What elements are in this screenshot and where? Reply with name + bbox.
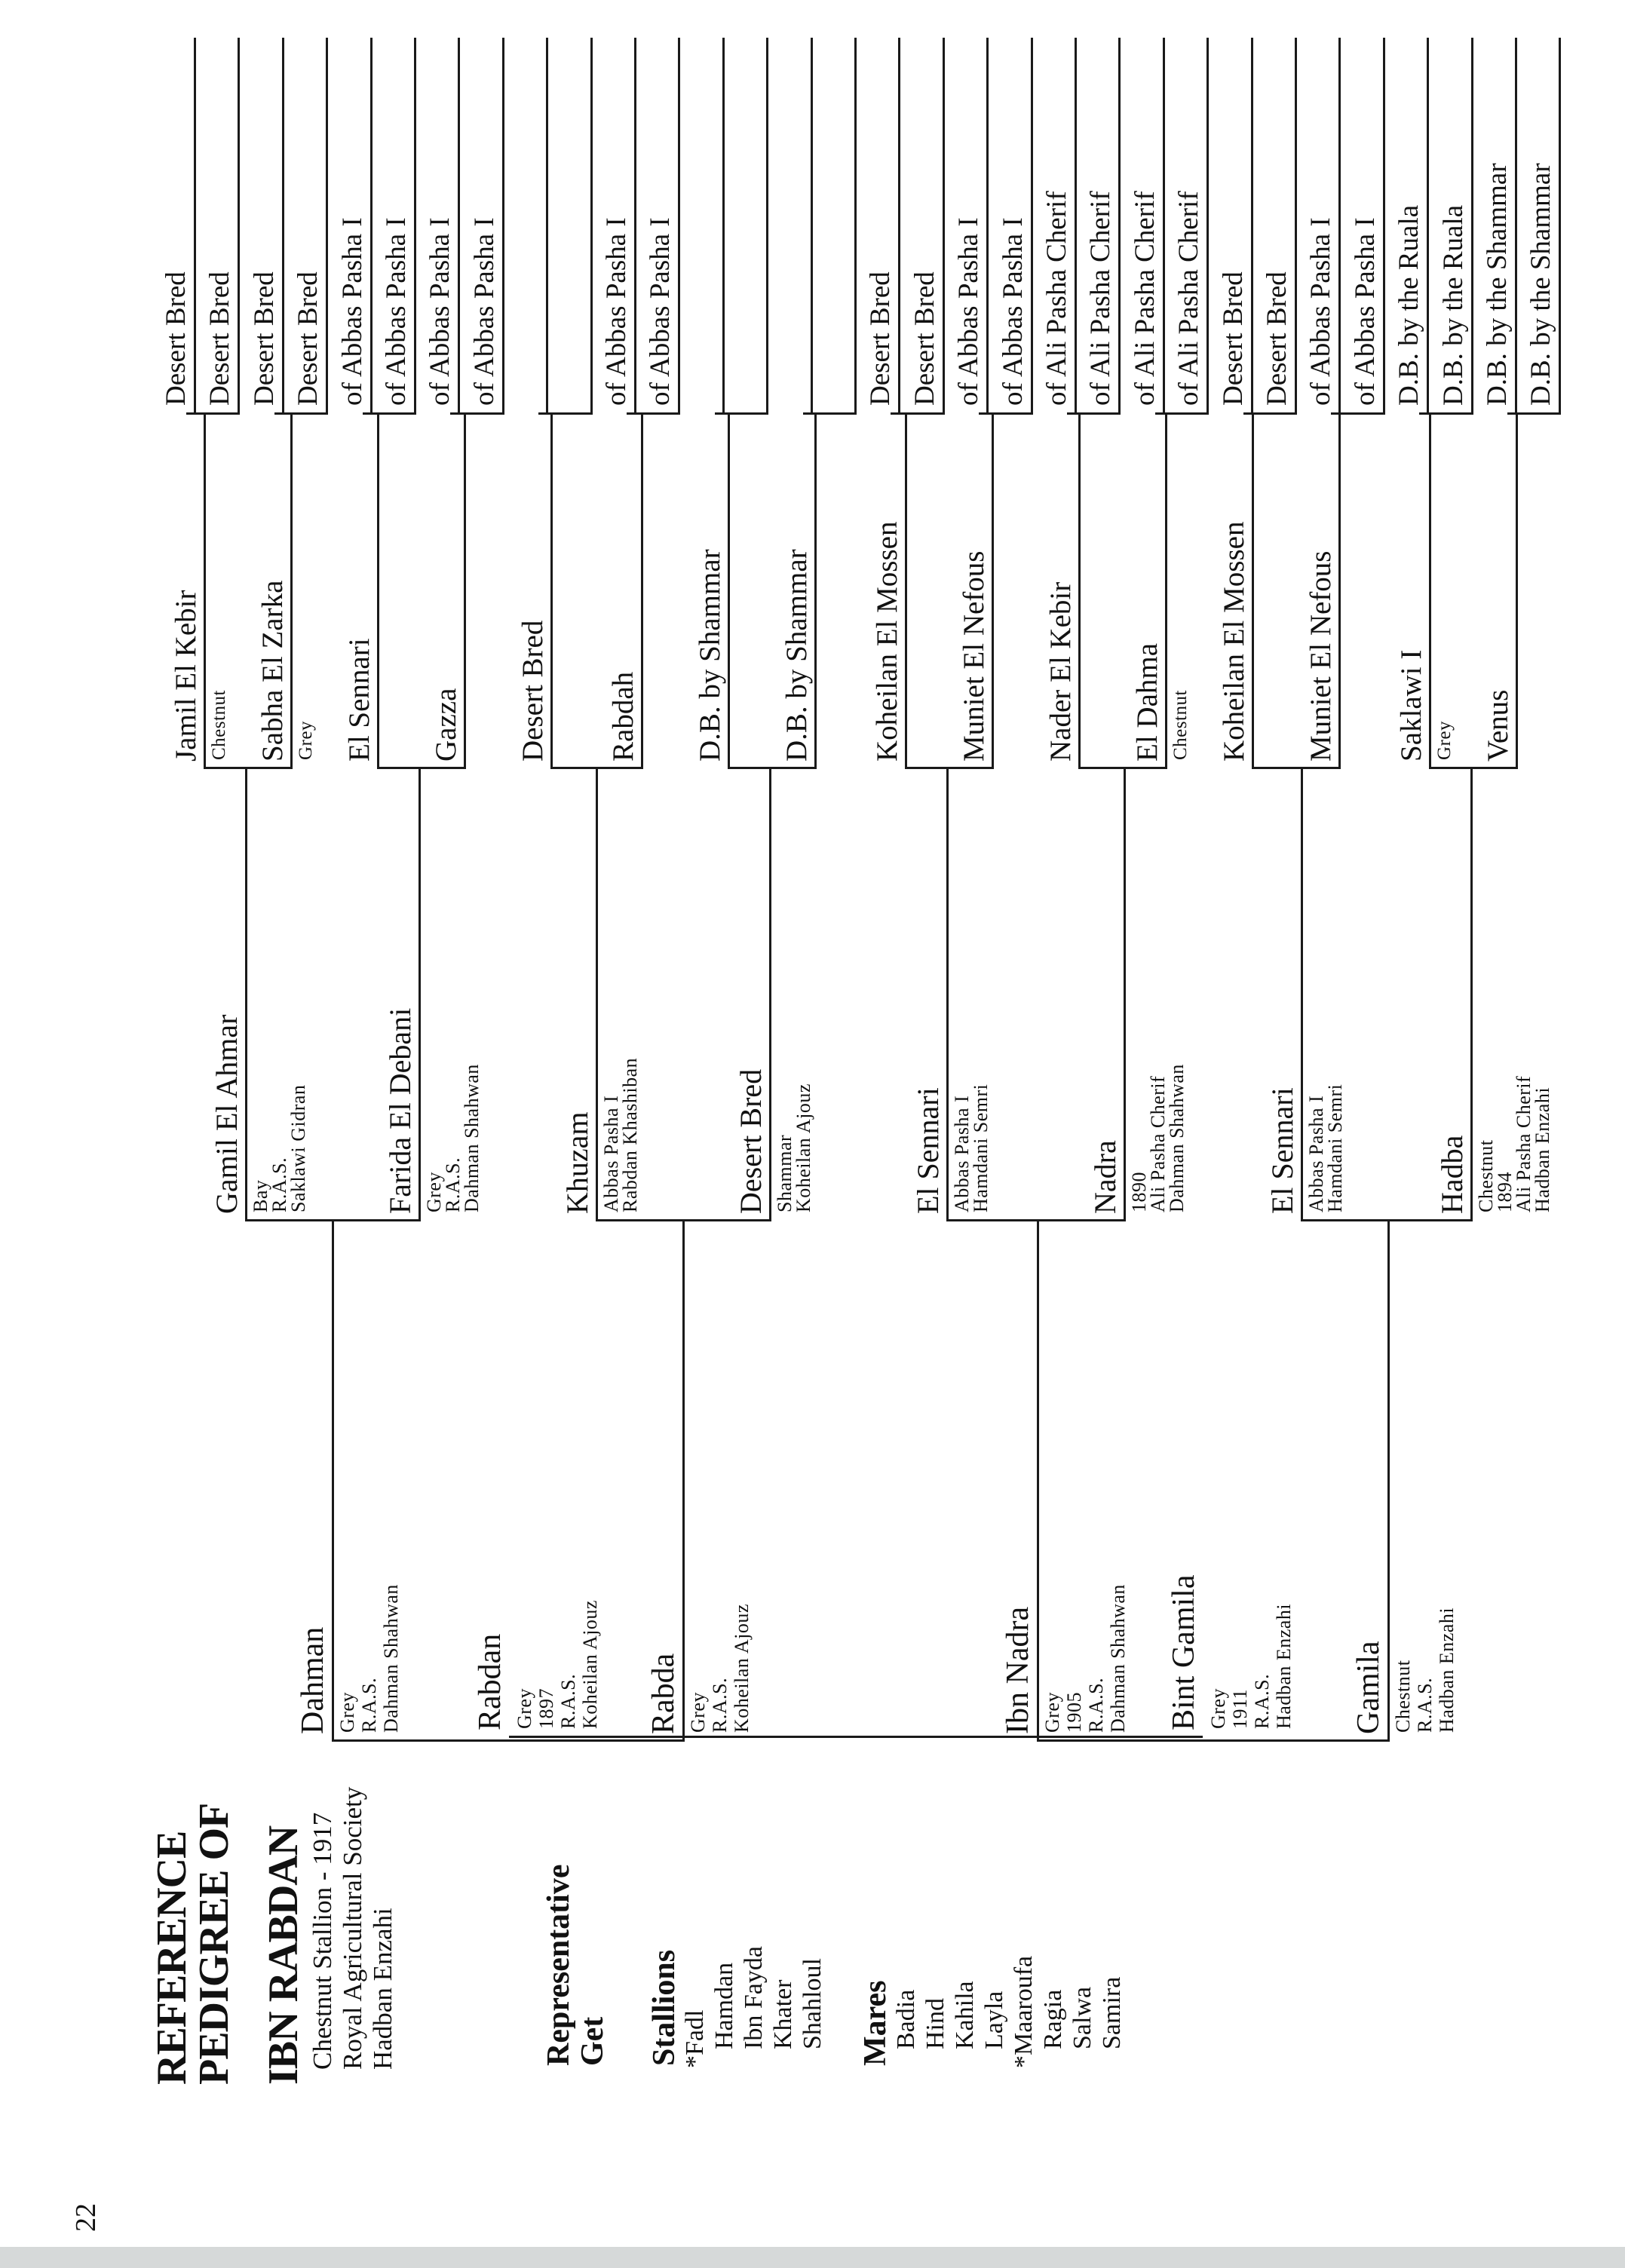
g4-node-name: Koheilan El Mossen	[871, 521, 903, 762]
g4-node-line	[1252, 415, 1254, 769]
bracket-g2	[1301, 1220, 1470, 1222]
g5-name: D.B. by the Ruala	[1394, 204, 1424, 406]
g3-node-detail: Saklawi Gidran	[287, 1084, 309, 1212]
g4-node-detail: Grey	[1434, 721, 1455, 760]
g4-node-line	[290, 415, 293, 769]
stallion-name: *Fadl	[681, 2009, 709, 2068]
stallion-name: Shahloul	[799, 1958, 826, 2049]
g4-node-line	[377, 415, 379, 769]
g2-node-detail: Grey	[336, 1692, 358, 1733]
bracket-dam	[1037, 1740, 1387, 1742]
g5-line	[1559, 38, 1561, 415]
g3-node-detail: Dahman Shahwan	[461, 1064, 483, 1212]
g4-node-line	[728, 415, 730, 769]
g3-node-detail: 1894	[1494, 1172, 1516, 1212]
g5-line	[1295, 38, 1297, 415]
g5-line	[1251, 38, 1253, 415]
g4-node-name: Gazza	[430, 688, 462, 762]
g4-node-line	[641, 415, 643, 769]
g5-name: D.B. by the Shammar	[1482, 163, 1513, 406]
g3-node-name: Khuzam	[560, 1111, 594, 1214]
g3-node-detail: Abbas Pasha I	[1305, 1095, 1327, 1212]
g4-node-line	[1078, 415, 1081, 769]
title-line-3: IBN RABDAN	[260, 1825, 307, 2085]
g5-name: Desert Bred	[293, 271, 323, 406]
g3-node-detail: Hadban Enzahi	[1531, 1086, 1553, 1212]
g4-node-line	[1338, 415, 1341, 769]
g2-node-detail: R.A.S.	[358, 1677, 380, 1733]
g2-node-line	[682, 1221, 685, 1742]
mare-name: *Maaroufa	[1010, 1955, 1038, 2068]
g5-name: of Abbas Pasha I	[337, 217, 368, 406]
dam-detail: Grey	[1207, 1688, 1229, 1729]
mare-name: Badia	[892, 1989, 920, 2049]
sire-detail: Koheilan Ajouz	[579, 1600, 601, 1729]
g3-node-line	[1301, 769, 1303, 1221]
dam-detail: R.A.S.	[1251, 1673, 1273, 1729]
bracket-g3	[550, 768, 641, 770]
g2-node-detail: R.A.S.	[1085, 1677, 1107, 1733]
g5-name: of Ali Pasha Cherif	[1041, 191, 1072, 406]
g3-node-detail: Hamdani Semri	[1324, 1083, 1346, 1212]
bracket-g3	[377, 768, 464, 770]
g5-line	[678, 38, 680, 415]
g3-node-name: Hadba	[1435, 1135, 1469, 1214]
g3-node-name: Desert Bred	[734, 1068, 768, 1214]
g5-name: Desert Bred	[865, 271, 896, 406]
bracket-g3	[1429, 768, 1516, 770]
g2-node-line	[1387, 1221, 1390, 1742]
mare-name: Ragia	[1039, 1989, 1067, 2049]
g4-node-name: Venus	[1482, 689, 1514, 762]
g5-name: of Abbas Pasha I	[1305, 217, 1336, 406]
g2-node-detail: Hadban Enzahi	[1436, 1607, 1458, 1733]
bracket-g3	[728, 768, 814, 770]
g5-name: Desert Bred	[909, 271, 940, 406]
g5-name: of Abbas Pasha I	[998, 217, 1029, 406]
subject-line-1: Chestnut Stallion - 1917	[308, 1812, 337, 2070]
g5-name: Desert Bred	[249, 271, 280, 406]
bracket-g3	[204, 768, 290, 770]
g5-line	[502, 38, 504, 415]
g5-name: of Abbas Pasha I	[469, 217, 500, 406]
g5-line	[194, 38, 196, 415]
g2-node-name: Gamila	[1351, 1641, 1386, 1734]
g4-node-detail: Grey	[296, 721, 316, 760]
g5-name: of Ali Pasha Cherif	[1173, 191, 1204, 406]
g3-node-name: El Sennari	[1265, 1087, 1299, 1214]
g5-line	[854, 38, 857, 415]
g5-line	[1031, 38, 1033, 415]
g3-node-detail: Koheilan Ajouz	[793, 1083, 814, 1212]
g4-node-name: D.B. by Shammar	[780, 549, 813, 762]
g5-name: of Abbas Pasha I	[601, 217, 632, 406]
mare-name: Hind	[921, 1998, 949, 2049]
g5-line	[370, 38, 373, 415]
bracket-sire	[332, 1740, 682, 1742]
g3-node-detail: Dahman Shahwan	[1166, 1064, 1188, 1212]
g4-node-detail: Chestnut	[1170, 690, 1191, 760]
g3-node-detail: Grey	[423, 1172, 445, 1212]
g5-line	[546, 38, 548, 415]
g3-node-detail: Chestnut	[1475, 1139, 1497, 1212]
mare-name: Salwa	[1069, 1986, 1096, 2049]
g5-line	[1338, 38, 1341, 415]
mare-name: Kahila	[951, 1981, 979, 2049]
g5-line	[238, 38, 240, 415]
title-line-1: REFERENCE	[149, 1831, 195, 2085]
bracket-g2	[946, 1220, 1124, 1222]
g5-name: Desert Bred	[161, 271, 192, 406]
g4-node-line	[1429, 415, 1431, 769]
g2-node-name: Ibn Nadra	[1001, 1606, 1035, 1734]
g2-node-detail: R.A.S.	[1414, 1677, 1436, 1733]
g4-node-name: Jamil El Kebir	[170, 590, 202, 762]
g4-node-name: Sabha El Zarka	[256, 580, 289, 762]
g3-node-name: Farida El Debani	[383, 1007, 417, 1214]
g5-name: Desert Bred	[1262, 271, 1292, 406]
g3-node-detail: Bay	[250, 1179, 271, 1212]
g5-line	[634, 38, 636, 415]
g5-line	[1075, 38, 1077, 415]
sire-detail: 1897	[535, 1688, 557, 1729]
g3-node-detail: 1890	[1128, 1172, 1150, 1212]
g3-node-name: Gamil El Ahmar	[210, 1014, 244, 1214]
g5-name: Desert Bred	[204, 271, 235, 406]
g3-node-detail: Ali Pasha Cherif	[1147, 1075, 1169, 1212]
g3-node-line	[419, 769, 421, 1221]
mare-name: Layla	[980, 1991, 1008, 2049]
bracket-g3	[1252, 768, 1338, 770]
g3-node-detail: Abbas Pasha I	[951, 1095, 973, 1212]
g5-line	[1163, 38, 1165, 415]
g5-line	[1383, 38, 1385, 415]
bracket-g3	[905, 768, 992, 770]
mare-name: Samira	[1098, 1976, 1126, 2049]
g3-node-detail: R.A.S.	[268, 1157, 290, 1212]
g3-node-line	[1470, 769, 1473, 1221]
subject-line-2: Royal Agricultural Society	[338, 1786, 367, 2070]
stallion-name: Hamdan	[710, 1962, 738, 2049]
g4-node-name: Muniet El Nefous	[958, 550, 990, 762]
g2-node-name: Dahman	[296, 1626, 330, 1734]
g4-node-line	[1516, 415, 1518, 769]
g5-line	[766, 38, 768, 415]
sire-detail: Grey	[514, 1688, 535, 1729]
g4-node-line	[550, 415, 553, 769]
g5-name: of Abbas Pasha I	[1350, 217, 1381, 406]
g4-node-name: El Dahma	[1131, 642, 1164, 762]
g5-line	[811, 38, 813, 415]
g4-node-line	[464, 415, 466, 769]
root-bracket	[509, 1736, 1203, 1739]
g5-name: D.B. by the Shammar	[1525, 163, 1556, 406]
sire-name: Rabdan	[473, 1633, 507, 1730]
g3-node-detail: Hamdani Semri	[970, 1083, 992, 1212]
g2-node-detail: Grey	[1041, 1692, 1063, 1733]
g5-name: of Abbas Pasha I	[425, 217, 455, 406]
g2-node-detail: Chestnut	[1392, 1660, 1414, 1733]
page-number: 22	[70, 2203, 102, 2232]
bracket-g3	[1078, 768, 1165, 770]
g3-node-line	[245, 769, 247, 1221]
subject-line-3: Hadban Enzahi	[368, 1908, 397, 2070]
sire-detail: R.A.S.	[557, 1673, 579, 1729]
g5-line	[590, 38, 593, 415]
bracket-g2	[245, 1220, 419, 1222]
g3-node-line	[596, 769, 598, 1221]
dam-detail: Hadban Enzahi	[1273, 1603, 1295, 1729]
g5-line	[1471, 38, 1473, 415]
stallions-heading: Stallions	[647, 1949, 682, 2066]
g4-node-line	[1165, 415, 1167, 769]
g4-node-name: Rabdah	[607, 671, 639, 762]
g2-node-line	[332, 1221, 334, 1742]
mares-heading: Mares	[858, 1980, 893, 2066]
g5-line	[414, 38, 416, 415]
g5-line	[458, 38, 460, 415]
g3-node-name: El Sennari	[911, 1087, 945, 1214]
g3-node-detail: Ali Pasha Cherif	[1513, 1075, 1535, 1212]
g4-node-name: Muniet El Nefous	[1305, 550, 1337, 762]
title-line-2: PEDIGREE OF	[191, 1803, 238, 2085]
g5-name: of Abbas Pasha I	[645, 217, 676, 406]
g5-name: of Abbas Pasha I	[381, 217, 412, 406]
g4-node-line	[204, 415, 206, 769]
g5-name: of Ali Pasha Cherif	[1085, 191, 1116, 406]
g5-line	[898, 38, 900, 415]
g5-name: Desert Bred	[1218, 271, 1249, 406]
g2-node-line	[1037, 1221, 1039, 1742]
g5-line	[1206, 38, 1209, 415]
scan-bottom-band	[0, 2247, 1625, 2268]
dam-detail: 1911	[1229, 1688, 1251, 1729]
g2-node-detail: R.A.S.	[709, 1677, 731, 1733]
g4-node-line	[992, 415, 994, 769]
g5-name: of Abbas Pasha I	[953, 217, 984, 406]
g5-line	[282, 38, 284, 415]
g5-line	[943, 38, 945, 415]
g5-line	[326, 38, 328, 415]
g2-node-detail: Koheilan Ajouz	[731, 1604, 753, 1733]
g4-node-name: D.B. by Shammar	[694, 549, 726, 762]
g3-node-line	[1124, 769, 1126, 1221]
g2-node-name: Rabda	[646, 1653, 681, 1734]
g3-node-detail: Shammar	[774, 1134, 796, 1212]
g2-node-detail: Dahman Shahwan	[1107, 1584, 1129, 1733]
g3-node-line	[769, 769, 771, 1221]
g2-node-detail: 1905	[1063, 1692, 1085, 1733]
dam-name: Bint Gamila	[1167, 1574, 1201, 1730]
g4-node-name: El Sennari	[343, 638, 376, 762]
g5-line	[1118, 38, 1121, 415]
stallion-name: Khater	[769, 1979, 797, 2049]
get-heading-line-2: Get	[575, 2016, 610, 2066]
g3-node-detail: Rabdan Khashiban	[619, 1057, 641, 1212]
g2-node-detail: Dahman Shahwan	[380, 1584, 402, 1733]
bracket-g2	[596, 1220, 769, 1222]
g5-name: D.B. by the Ruala	[1438, 204, 1469, 406]
g4-node-line	[905, 415, 907, 769]
g4-node-name: Saklawi I	[1395, 649, 1427, 762]
g3-node-name: Nadra	[1088, 1140, 1122, 1214]
g4-node-detail: Chestnut	[209, 690, 229, 760]
stallion-name: Ibn Fayda	[740, 1946, 768, 2049]
g5-line	[722, 38, 725, 415]
g4-node-name: Nader El Kebir	[1044, 581, 1077, 762]
g4-node-line	[814, 415, 817, 769]
g3-node-detail: R.A.S.	[442, 1157, 464, 1212]
g5-name: of Ali Pasha Cherif	[1130, 191, 1160, 406]
g4-node-name: Koheilan El Mossen	[1218, 521, 1250, 762]
g5-line	[1515, 38, 1517, 415]
g5-line	[986, 38, 989, 415]
get-heading-line-1: Representative	[541, 1864, 576, 2066]
g2-node-detail: Grey	[687, 1692, 709, 1733]
g4-node-name: Desert Bred	[517, 620, 549, 762]
g3-node-detail: Abbas Pasha I	[600, 1095, 622, 1212]
g3-node-line	[946, 769, 949, 1221]
g5-line	[1427, 38, 1429, 415]
